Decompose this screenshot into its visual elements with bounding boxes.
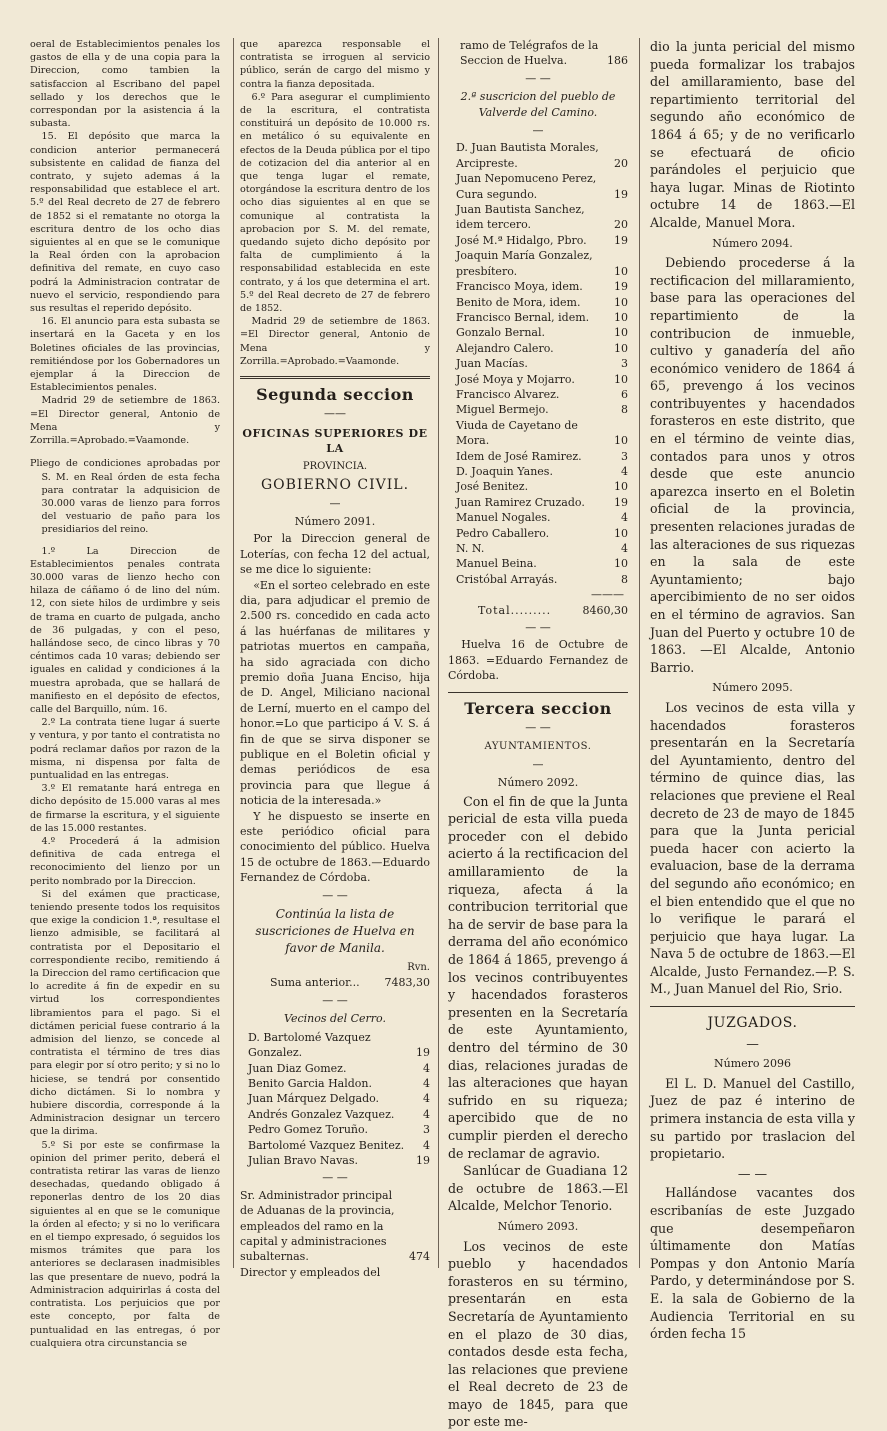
gobierno-heading: GOBIERNO CIVIL. bbox=[260, 477, 410, 494]
list-item bbox=[240, 1107, 430, 1122]
group-title: 2.ª suscricion del pueblo de Valverde del Camino. bbox=[460, 90, 616, 119]
subscriber-name: Julian Bravo Navas. bbox=[248, 1153, 358, 1167]
notice-number: Número 2091. bbox=[294, 514, 376, 528]
subscriber-name: Pedro Caballero. bbox=[456, 526, 550, 540]
section-heading: Tercera seccion bbox=[464, 698, 612, 718]
subscriber-amount: 10 bbox=[614, 557, 628, 571]
province-heading: PROVINCIA. bbox=[302, 460, 368, 472]
subscriber-amount: 8 bbox=[621, 572, 628, 586]
subscriber-amount: 10 bbox=[614, 372, 628, 386]
notice-number: Número 2093. bbox=[497, 1219, 579, 1233]
subscriber-amount: 10 bbox=[614, 326, 628, 340]
subscriber-name: Juan Márquez Delgado. bbox=[248, 1092, 380, 1106]
column-3 bbox=[448, 38, 628, 1430]
paragraph: dio la junta pericial del mismo pueda formalizar los trabajos del amillaramiento, base del repartimiento territorial del segundo año económico de 1864 á 65; y de no verificarlo se efectuará de oficio parándoles el perjuicio que haya lugar. Minas de Riotinto octubre 14 de 1863.—El Alcalde, Manuel Mora. bbox=[650, 39, 855, 230]
list-item bbox=[448, 556, 628, 571]
separator: —— bbox=[324, 407, 346, 421]
subscriber-name: José Benitez. bbox=[456, 480, 529, 494]
paragraph: Los vecinos de esta villa y hacendados forasteros presentarán en la Secretaría del Ayuntamiento, dentro del término de quince dias, las relaciones que previene el Real decreto de 23 de mayo de 1845 para que la Junta pericial pueda hacer con acierto la evaluacion, base de la derrama del segundo año económico; en el bien entendido que el que no lo verifique le parará el perjuicio que haya lugar. La Nava 5 de octubre de 1863.—El Alcalde, Justo Fernandez.—P. S. M., Juan Manuel del Rio, Srio. bbox=[650, 699, 855, 997]
subscriber-amount: 3 bbox=[621, 357, 628, 371]
column-1 bbox=[30, 38, 220, 1349]
separator: — — bbox=[525, 621, 551, 635]
list-item bbox=[448, 495, 628, 510]
subscriber-amount: 19 bbox=[614, 280, 628, 294]
separator: — — bbox=[737, 1165, 768, 1181]
office-heading: OFICINAS SUPERIORES DE LA bbox=[242, 426, 428, 456]
notice-number: Número 2094. bbox=[712, 236, 793, 250]
condition: 5.º Si por este se confirmase la opinion del primer perito, deberá el contratista retirar las varas de lienzo desechadas, quedando obligado á reponerlas dentro de los 20 dias siguientes al en que se le comunique la órden al efecto; y si no lo verificara en el tiempo expresado, ó seguidos los mismos trámites que para los anteriores se declarasen inadmisibles las que presentare de nuevo, podrá la Administracion adquirirlas á costa del contratista. Los perjuicios que por este concepto, por falta de puntualidad en las entregas, ó por cualquiera otra circunstancia se bbox=[30, 1139, 220, 1349]
separator: — — bbox=[322, 1171, 348, 1185]
subscriber-name: José M.ª Hidalgo, Pbro. bbox=[456, 233, 587, 247]
paragraph: Y he dispuesto se inserte en este periódico oficial para conocimiento del público. Huelva 15 de octubre de 1863.—Eduardo Fernandez de Córdoba. bbox=[240, 809, 430, 885]
subscriber-name: Manuel Beina. bbox=[456, 557, 537, 571]
column-4 bbox=[650, 38, 855, 1342]
list-item bbox=[448, 341, 628, 356]
subscriber-amount: 10 bbox=[614, 310, 628, 324]
subscriber-name: Juan Ramirez Cruzado. bbox=[456, 495, 585, 509]
subscriber-name: Benito de Mora, idem. bbox=[456, 295, 581, 309]
subscriber-list bbox=[448, 140, 628, 587]
list-title: Continúa la lista de suscriciones de Huelva en favor de Manila. bbox=[255, 907, 415, 956]
subscriber-name: Manuel Nogales. bbox=[456, 511, 551, 525]
subscriber-amount: 4 bbox=[423, 1138, 430, 1152]
subscriber-amount: 20 bbox=[614, 218, 628, 232]
subscriber-amount: 3 bbox=[621, 449, 628, 463]
subscriber-name: D. Juan Bautista Morales, Arcipreste. bbox=[456, 141, 599, 170]
list-item bbox=[448, 233, 628, 248]
separator: — bbox=[746, 1035, 759, 1051]
notice-number: Número 2092. bbox=[497, 776, 579, 790]
subscriber-amount: 4 bbox=[423, 1092, 430, 1106]
list-item bbox=[448, 171, 628, 202]
subscriber-amount: 10 bbox=[614, 480, 628, 494]
condition: 3.º El rematante hará entrega en dicho depósito de 15.000 varas al mes de firmarse la escritura, y el siguiente de las 15.000 restantes. bbox=[30, 783, 220, 834]
list-item bbox=[240, 1061, 430, 1076]
currency-label: Rvn. bbox=[407, 962, 430, 974]
group-title: Vecinos del Cerro. bbox=[284, 1012, 386, 1026]
paragraph: Los vecinos de este pueblo y hacendados forasteros en su término, presentarán en esta Secretaría de Ayuntamiento en el plazo de 30 dias, contados desde esta fecha, las relaciones que previene el Real decreto de 23 de mayo de 1845, para que por este me- bbox=[448, 1238, 628, 1430]
subscriber-amount: 4 bbox=[423, 1076, 430, 1090]
separator: — bbox=[532, 124, 544, 138]
subscriber-amount: 4 bbox=[423, 1061, 430, 1075]
separator: — bbox=[329, 496, 341, 510]
subscriber-name: Juan Nepomuceno Perez, Cura segundo. bbox=[456, 172, 597, 201]
condition: 2.º La contrata tiene lugar á suerte y ventura, y por tanto el contratista no podrá reclamar daños por razon de la misma, ni dispensa por falta de puntualidad en las entregas. bbox=[30, 717, 220, 781]
list-item bbox=[448, 295, 628, 310]
subscriber-name: Alejandro Calero. bbox=[456, 341, 554, 355]
subscriber-amount: 20 bbox=[614, 156, 628, 170]
subscriber-name: Bartolomé Vazquez Benitez. bbox=[248, 1138, 405, 1152]
subscriber-name: Viuda de Cayetano de Mora. bbox=[456, 418, 578, 448]
subscriber-amount: 6 bbox=[621, 387, 628, 401]
list-item bbox=[240, 1122, 430, 1137]
subscriber-amount: 4 bbox=[621, 511, 628, 525]
paragraph: que aparezca responsable el contratista se irroguen al servicio público, serán de cargo del mismo y contra la fianza depositada. bbox=[240, 39, 430, 90]
paragraph: El L. D. Manuel del Castillo, Juez de paz é interino de primera instancia de esta villa y su partido por traslacion del propietario. bbox=[650, 1075, 855, 1162]
section-heading: Segunda seccion bbox=[256, 385, 414, 405]
subscriber-amount: 19 bbox=[416, 1046, 430, 1060]
juzgados-heading: JUZGADOS. bbox=[707, 1015, 798, 1032]
list-item bbox=[448, 325, 628, 340]
list-item bbox=[448, 572, 628, 587]
subscriber-amount: 4 bbox=[621, 464, 628, 478]
ayuntamientos-heading: AYUNTAMIENTOS. bbox=[484, 741, 592, 753]
separator: — — bbox=[525, 71, 551, 85]
list-item bbox=[448, 248, 628, 279]
paragraph: 6.º Para asegurar el cumplimiento de la escritura, el contratista constituirá un depósito de 10.000 rs. en metálico ó su equivalente en efectos de la Deuda pública por el tipo de cotizacion del dia anterior al en que tenga lugar el remate, otorgándose la escritura dentro de los ocho dias siguientes al en que se comunique al contratista la aprobacion por S. M. del remate, quedando sujeto dicho depósito por falta de cumplimiento á la responsabilidad establecida en este contrato, y á los que determina el art. 5.º del Real decreto de 27 de febrero de 1852. bbox=[240, 91, 430, 315]
column-2 bbox=[240, 38, 430, 1279]
list-item bbox=[448, 387, 628, 402]
list-item: Director y empleados del bbox=[240, 1265, 381, 1279]
subscriber-name: Idem de José Ramirez. bbox=[456, 449, 582, 463]
subscriber-amount: 10 bbox=[614, 526, 628, 540]
subscriber-name: Francisco Moya, idem. bbox=[456, 280, 583, 294]
subscriber-name: Joaquin María Gonzalez, presbítero. bbox=[456, 249, 593, 278]
subscriber-name: D. Bartolomé Vazquez Gonzalez. bbox=[248, 1030, 371, 1060]
subscriber-amount: 10 bbox=[614, 341, 628, 355]
list-item bbox=[448, 418, 628, 449]
subscriber-name: Gonzalo Bernal. bbox=[456, 326, 545, 340]
list-item: Sr. Administrador principal de Aduanas de la provincia, empleados del ramo en la capital y administraciones subalternas. 474 bbox=[240, 1188, 430, 1264]
subscriber-name: Andrés Gonzalez Vazquez. bbox=[248, 1107, 395, 1121]
list-item bbox=[448, 372, 628, 387]
subscriber-amount: 10 bbox=[614, 295, 628, 309]
separator: — bbox=[532, 757, 544, 771]
total-row: Total......... 8460,30 bbox=[478, 603, 628, 617]
list-item bbox=[448, 479, 628, 494]
subscriber-name: Francisco Bernal, idem. bbox=[456, 310, 590, 324]
list-item: ramo de Telégrafos de la Seccion de Huelva. 186 bbox=[460, 39, 628, 68]
subscriber-amount: 3 bbox=[423, 1123, 430, 1137]
subscriber-name: Francisco Alvarez. bbox=[456, 387, 560, 401]
divider bbox=[448, 692, 628, 693]
paragraph: Madrid 29 de setiembre de 1863. =El Director general, Antonio de Mena y Zorrilla.=Aprobado.=Vaamonde. bbox=[30, 395, 220, 447]
paragraph: Madrid 29 de setiembre de 1863. =El Director general, Antonio de Mena y Zorrilla.=Aprobado.=Vaamonde. bbox=[240, 316, 430, 367]
condition: 1.º La Direccion de Establecimientos penales contrata 30.000 varas de lienzo hecho con hilaza de cáñamo ó de lino del núm. 12, con siete hilos de urdimbre y seis de trama en cuarto de pulgada, ancho de 36 pulgadas, y con el peso, hallándose seco, de cinco libras y 70 céntimos cada 10 varas; debiendo ser iguales en calidad y condiciones á la muestra aprobada, que se hallará de manifiesto en el depósito de efectos, calle del Barquillo, núm. 16. bbox=[30, 545, 220, 715]
separator: — — bbox=[525, 721, 551, 735]
notice-number: Número 2096 bbox=[713, 1057, 792, 1071]
list-item bbox=[448, 356, 628, 371]
subscriber-name: Benito Garcia Haldon. bbox=[248, 1076, 372, 1090]
list-item bbox=[240, 1091, 430, 1106]
subscriber-amount: 4 bbox=[621, 542, 628, 555]
column-rule bbox=[233, 38, 234, 1268]
list-item bbox=[240, 1138, 430, 1153]
subscriber-amount: 8 bbox=[621, 403, 628, 417]
separator: — — bbox=[322, 993, 348, 1007]
paragraph: Hallándose vacantes dos escribanías de este Juzgado que desempeñaron últimamente don Matías Pompas y don Antonio María Pardo, y determinándose por S. E. la sala de Gobierno de la Audiencia Territorial en su órden fecha 15 bbox=[650, 1185, 855, 1342]
subscriber-amount: 10 bbox=[614, 264, 628, 278]
list-item bbox=[240, 1030, 430, 1061]
list-item bbox=[240, 1076, 430, 1091]
subscriber-name: Cristóbal Arrayás. bbox=[456, 572, 558, 586]
subscriber-name: Miguel Bermejo. bbox=[456, 403, 549, 417]
subscriber-name: José Moya y Mojarro. bbox=[456, 372, 575, 386]
subscriber-amount: 4 bbox=[423, 1107, 430, 1121]
subscriber-amount: 19 bbox=[614, 187, 628, 201]
list-item bbox=[448, 526, 628, 541]
condition: Si del exámen que practicase, teniendo presente todos los requisitos que exige la condicion 1.ª, resultase el lienzo admisible, se facilitará al contratista por el Depositario el correspondiente recibo, remitiendo á la Direccion del ramo certificacion que lo acredite á fin de expedir en su virtud los correspondientes libramientos para el pago. Si el dictámen pericial fuese contrario á la admision del lienzo, se concede al contratista el término de tres dias para elegir por sí otro perito; y si no lo hiciese, se tendrá por consentido dicho dictámen. Si lo nombra y hubiere discordia, corresponde á la Administracion designar un tercero que la dirima. bbox=[30, 888, 220, 1138]
list-item bbox=[448, 510, 628, 525]
separator: ——— bbox=[591, 588, 624, 602]
notice-number: Número 2095. bbox=[712, 681, 793, 695]
subscriber-name: Juan Bautista Sanchez, idem tercero. bbox=[456, 203, 585, 232]
subscriber-name: Juan Macías. bbox=[456, 357, 528, 371]
column-rule bbox=[438, 38, 439, 1268]
subscriber-amount: 19 bbox=[416, 1153, 430, 1167]
subscriber-list bbox=[240, 1030, 430, 1169]
subscriber-amount: 19 bbox=[614, 233, 628, 247]
list-item bbox=[240, 1153, 430, 1168]
list-item bbox=[448, 279, 628, 294]
paragraph: «En el sorteo celebrado en este dia, para adjudicar el premio de 2.500 rs. concedido en cada acto á las huérfanas de militares y patriotas muertos en campaña, ha sido agraciada con dicho premio doña Juana Enciso, hija de D. Angel, Miliciano nacional de Lerní, muerto en el campo del honor.=Lo que participo á V. S. á fin de que se sirva disponer se publique en el Boletin oficial y demas periódicos de esa provincia para que llegue á noticia de la interesada.» bbox=[240, 578, 430, 808]
paragraph: 16. El anuncio para esta subasta se insertará en la Gaceta y en los Boletines oficiales de las provincias, remitiéndose por los Gobernadores un ejemplar á la Direccion de Establecimientos penales. bbox=[30, 316, 220, 394]
paragraph: Con el fin de que la Junta pericial de esta villa pueda proceder con el debido acierto á la rectificacion del amillaramiento de la riqueza, afecta á la contribucion territorial que ha de servir de base para la derrama del año económico de 1864 á 1865, prevengo á los vecinos contribuyentes y hacendados forasteros presenten en la Secretaría de este Ayuntamiento, dentro del término de 30 dias, relaciones juradas de las alteraciones que hayan sufrido en su riqueza; apercibido que de no cumplir pierden el derecho de reclamar de agravio. bbox=[448, 793, 628, 1161]
pliego-title: Pliego de condiciones aprobadas por S. M. en Real órden de esta fecha para contratar la adquisicion de 30.000 varas de lienzo para forros del vestuario de paño para los presidiarios del reino. bbox=[30, 458, 220, 536]
divider bbox=[240, 376, 430, 379]
divider bbox=[650, 1006, 855, 1007]
list-item bbox=[448, 140, 628, 171]
subscriber-name: N. N. bbox=[456, 542, 485, 555]
column-rule bbox=[639, 38, 640, 1268]
subscriber-name: Juan Diaz Gomez. bbox=[248, 1061, 347, 1075]
subscriber-name: D. Joaquin Yanes. bbox=[456, 464, 553, 478]
running-sum: Suma anterior... 7483,30 bbox=[270, 976, 430, 990]
paragraph: Huelva 16 de Octubre de 1863. =Eduardo Fernandez de Córdoba. bbox=[448, 638, 628, 683]
list-item bbox=[448, 310, 628, 325]
list-item bbox=[448, 402, 628, 417]
paragraph: Por la Direccion general de Loterías, con fecha 12 del actual, se me dice lo siguiente: bbox=[240, 532, 430, 577]
paragraph: 15. El depósito que marca la condicion anterior permanecerá subsistente en calidad de fianza del contrato, y sujeto ademas á la responsabilidad que establece el art. 5.º del Real decreto de 27 de febrero de 1852 si el rematante no otorga la escritura dentro de los ocho dias siguientes al en que se le comunique la Real órden con la aprobacion definitiva del remate, en cuyo caso podrá la Administracion contratar de nuevo el servicio, respondiendo para sus resultas el reperido depósito. bbox=[30, 131, 220, 315]
paragraph: Debiendo procederse á la rectificacion del millaramiento, base para las operaciones del repartimiento de la contribucion de inmueble, cultivo y ganadería del año económico venidero de 1864 á 65, prevengo á los vecinos contribuyentes y hacendados forasteros en este distrito, que en el término de veinte dias, contados para unos y otros desde que este anuncio aparezca inserto en el Boletin oficial de la provincia, presenten relaciones juradas de las alteraciones de sus riquezas en la sala de este Ayuntamiento; bajo apercibimiento de no ser oidos en el término de agravios. San Juan del Puerto y octubre 10 de 1863. —El Alcalde, Antonio Barrio. bbox=[650, 255, 855, 675]
subscriber-amount: 19 bbox=[614, 495, 628, 509]
separator: — — bbox=[322, 888, 348, 902]
subscriber-name: Pedro Gomez Toruño. bbox=[248, 1123, 368, 1137]
paragraph: Sanlúcar de Guadiana 12 de octubre de 1863.—El Alcalde, Melchor Tenorio. bbox=[448, 1163, 628, 1214]
list-item bbox=[448, 449, 628, 464]
list-item bbox=[448, 541, 628, 556]
condition: 4.º Procederá á la admision definitiva de cada entrega el reconocimiento del lienzo por un perito nombrado por la Direccion. bbox=[30, 835, 220, 887]
list-item bbox=[448, 202, 628, 233]
subscriber-amount: 10 bbox=[614, 434, 628, 448]
paragraph: oeral de Establecimientos penales los gastos de ella y de una copia para la Direccion, como tambien la satisfaccion al Escribano del papel sellado y los derechos que le correspondan por la asistencia á la subasta. bbox=[30, 39, 220, 130]
list-item bbox=[448, 464, 628, 479]
